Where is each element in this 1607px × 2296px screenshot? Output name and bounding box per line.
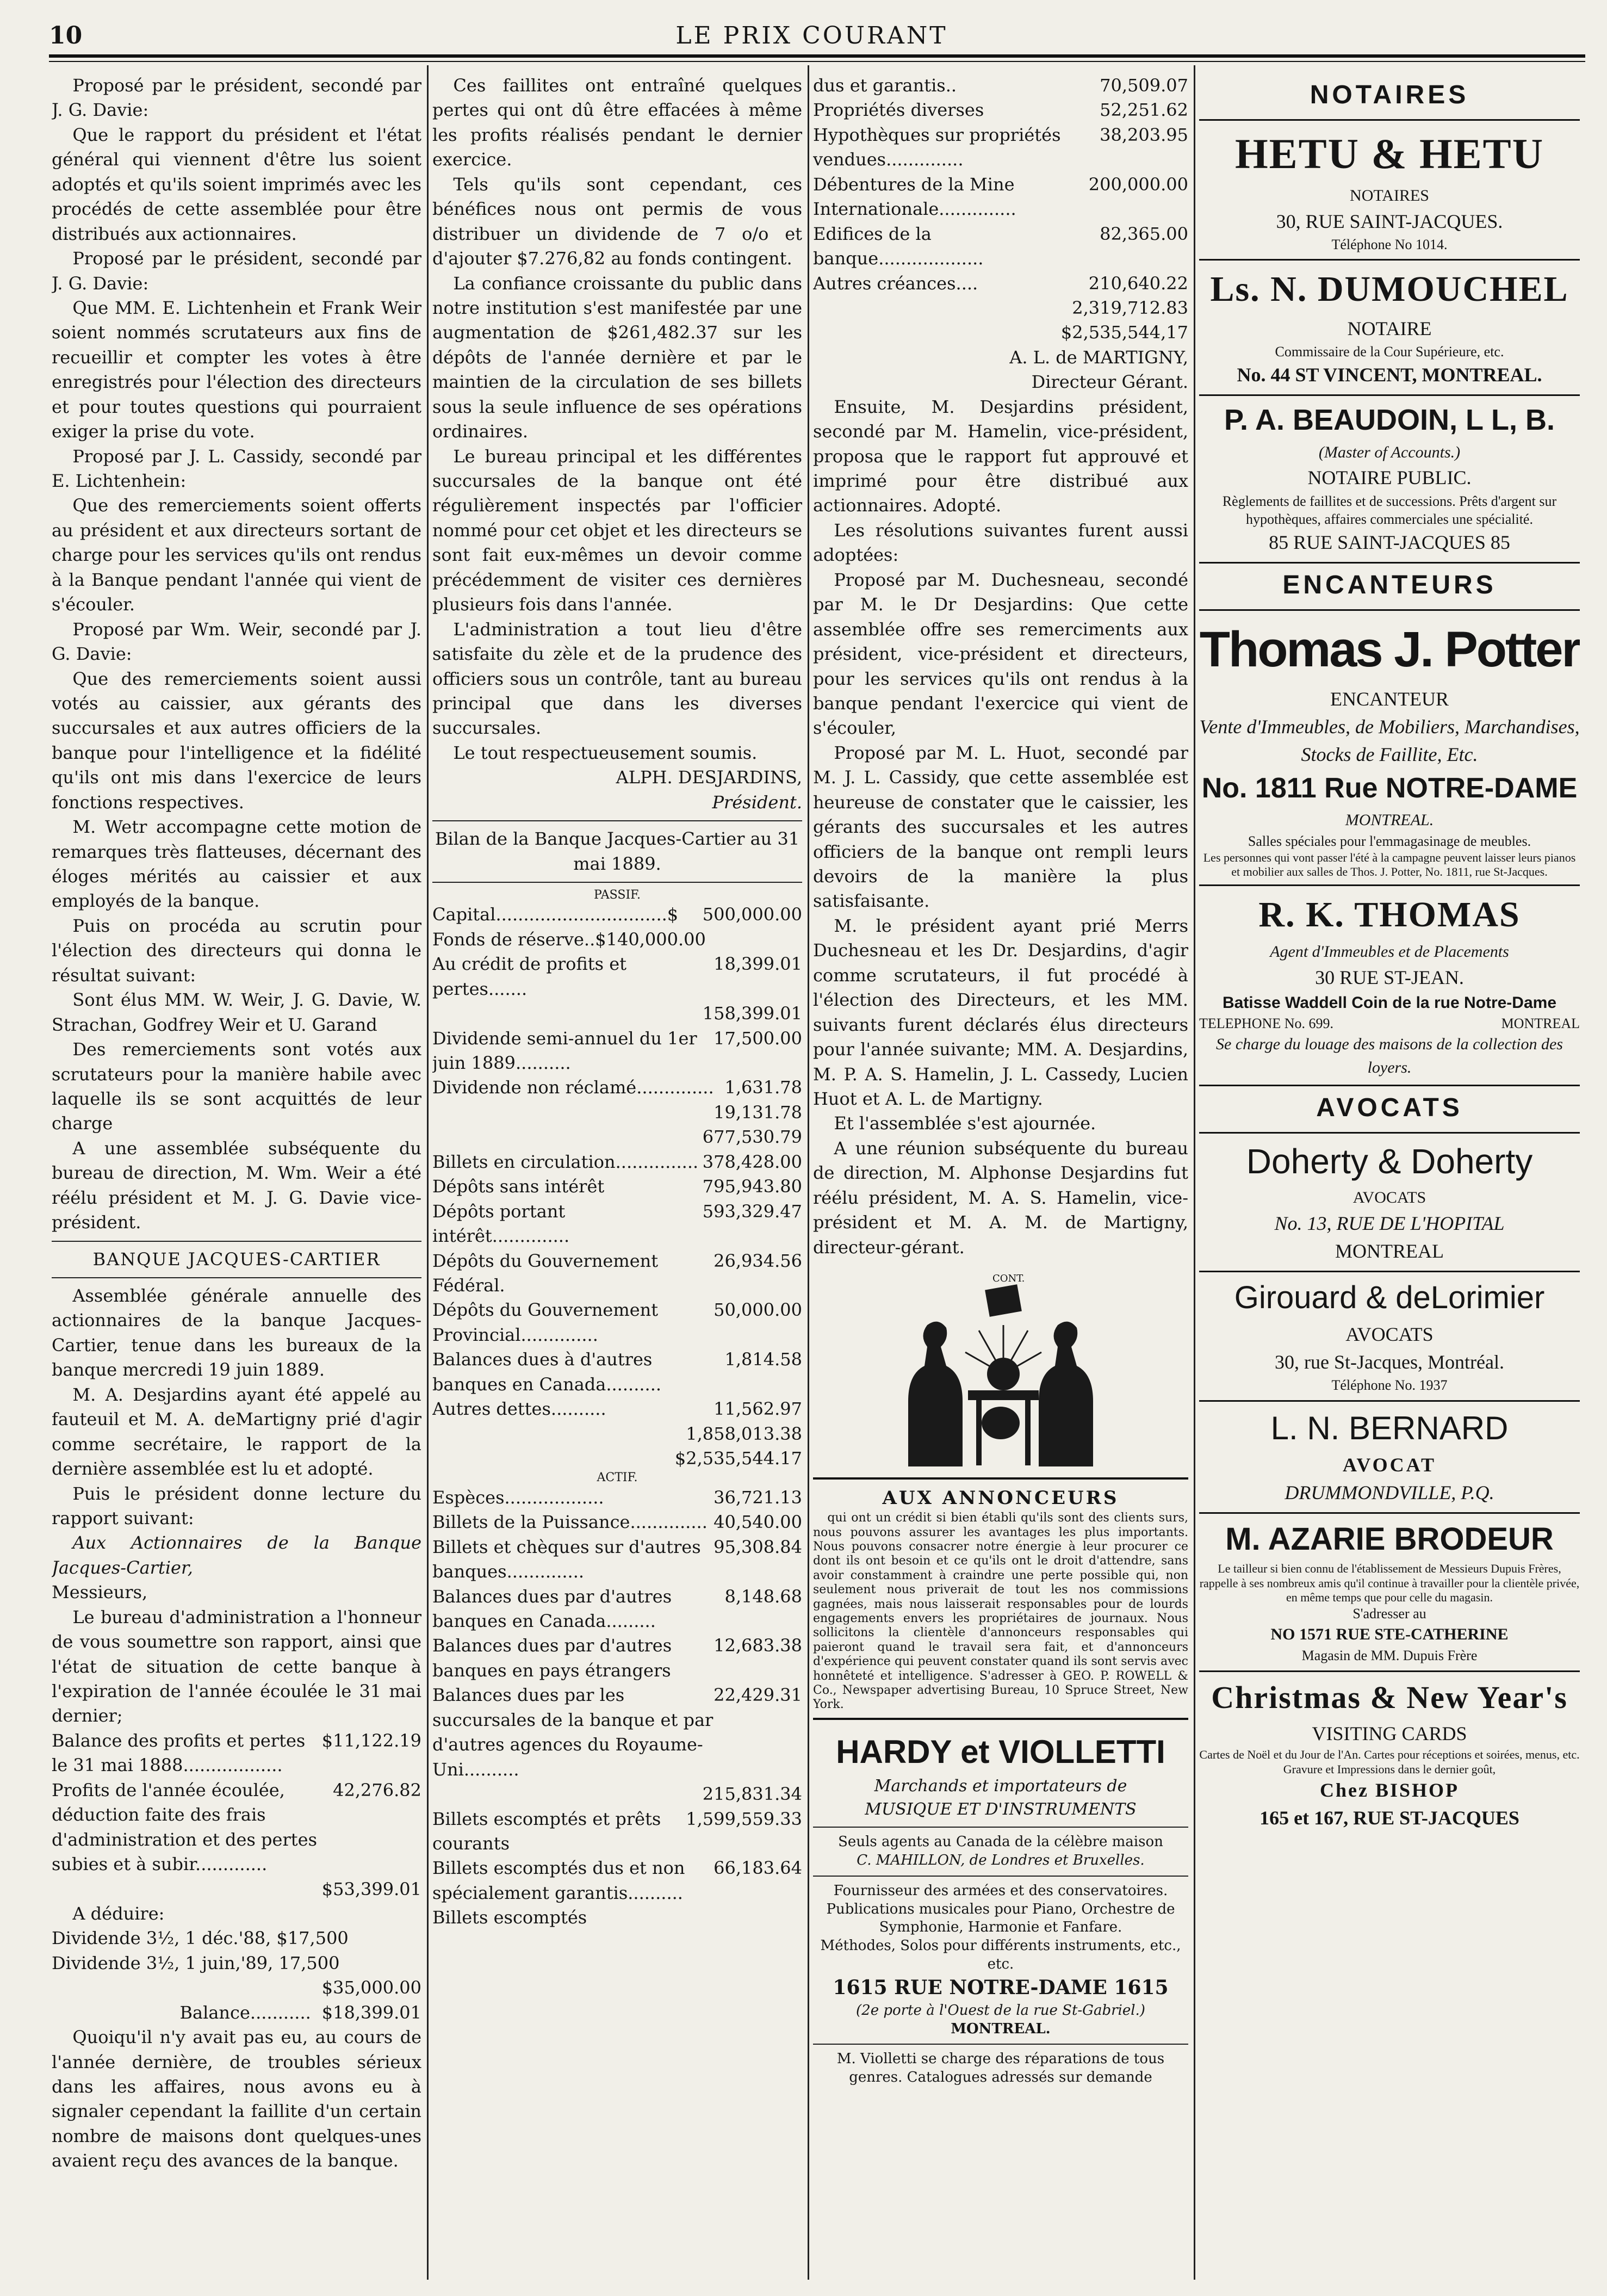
financial-row: dus et garantis.. 70,509.07 bbox=[813, 75, 1188, 96]
ad-subtitle: NOTAIRE bbox=[1347, 318, 1432, 340]
ad-address: No. 44 ST VINCENT, MONTREAL. bbox=[1237, 364, 1542, 386]
financial-row: Balances dues à d'autres banques en Canada.......... 1,814.58 bbox=[432, 1349, 802, 1395]
paragraph: Le tout respectueusement soumis. bbox=[453, 742, 758, 763]
page-header bbox=[49, 22, 1574, 53]
financial-subtotal: 2,319,712.83 bbox=[1072, 297, 1188, 318]
paragraph: Le bureau principal et les différentes succursales de la banque ont été régulièrement inspectés par l'officier nommé pour cet objet et les directeurs se sont fait eux-mêmes un devoir comme précédemment de visiter ces dernières plusieurs fois dans l'année. bbox=[432, 445, 802, 615]
page-number: 10 bbox=[49, 22, 83, 49]
divider bbox=[813, 2044, 1188, 2045]
ad-doherty bbox=[1199, 1134, 1580, 1272]
paragraph: Ces faillites ont entraîné quelques pertes qui ont dû être effacées à même les profits réalisés pendant le dernier exercice. bbox=[432, 75, 802, 170]
divider bbox=[52, 1277, 421, 1278]
ad-beaudoin bbox=[1199, 396, 1580, 564]
ad-address: 30, RUE SAINT-JACQUES. bbox=[1276, 210, 1503, 232]
ad-potter bbox=[1199, 611, 1580, 886]
signature-name: ALPH. DESJARDINS, bbox=[616, 767, 802, 788]
financial-row: Fonds de réserve..$140,000.00 bbox=[432, 929, 706, 950]
ad-subtitle: NOTAIRES bbox=[1350, 186, 1429, 205]
financial-row: Balances dues par les succursales de la banque et par d'autres agences du Royaume-Uni.......... 22,429.31 bbox=[432, 1685, 802, 1780]
paragraph: Assemblée générale annuelle des actionnaires de la banque Jacques-Cartier, tenue dans les bureaux de la banque mercredi 19 juin 1889. bbox=[52, 1285, 421, 1381]
section-heading: ENCANTEURS bbox=[1282, 571, 1497, 600]
salutation: Aux Actionnaires de la Banque Jacques-Cartier, bbox=[52, 1532, 421, 1578]
paragraph: Puis le président donne lecture du rapport suivant: bbox=[52, 1483, 421, 1528]
ad-subtitle: AVOCATS bbox=[1345, 1323, 1434, 1345]
newspaper-title: LE PRIX COURANT bbox=[675, 22, 948, 49]
ad-line: S'adresser au bbox=[1352, 1606, 1426, 1622]
ad-body: qui ont un crédit si bien établi qu'ils sont des clients surs, nous pouvons assurer les avantages les plus importants. Nous pouvons consacrer notre énergie à leur procurer ce dont ils ont besoin et ce qu'ils ont le droit d'attendre, sans avoir constamment à craindre une perte possible qui, non seulement nous priverait de tout les nos commissions gagnées, mais nous laisserait responsables pour de lourds engagements envers les propriétaires de journaux. Nous sollicitons la clientèle d'annonceurs responsables qui paieront quand le travail sera fait, et d'annonceurs d'expérience qui peuvent constater quand ils sont servis avec honnêteté et intelligence. S'adresser à GEO. P. ROWELL & Co., Newspaper advertising Bureau, 10 Spruce Street, New York. bbox=[813, 1511, 1188, 1712]
ad-title: Thomas J. Potter bbox=[1199, 622, 1580, 678]
ad-city: MONTREAL. bbox=[951, 2020, 1051, 2037]
financial-row: Dépôts du Gouvernement Fédéral. 26,934.56 bbox=[432, 1250, 802, 1296]
ad-girouard bbox=[1199, 1272, 1580, 1401]
ad-title: Ls. N. DUMOUCHEL bbox=[1210, 269, 1569, 310]
ad-dumouchel bbox=[1199, 261, 1580, 396]
financial-row: Balances dues par d'autres banques en pays étrangers 12,683.38 bbox=[432, 1635, 802, 1681]
financial-row: Balances dues par d'autres banques en Canada......... 8,148.68 bbox=[432, 1586, 802, 1632]
financial-row: Dépôts portant intérêt.............. 593,329.47 bbox=[432, 1200, 802, 1247]
signature-title: Directeur Gérant. bbox=[1031, 372, 1188, 393]
financial-total: $2,535,544,17 bbox=[1060, 322, 1188, 343]
financial-row: Capital...............................$ 500,000.00 bbox=[432, 904, 802, 925]
paragraph: Sont élus MM. W. Weir, J. G. Davie, W. Strachan, Godfrey Weir et U. Garand bbox=[52, 989, 421, 1035]
ad-title: Girouard & deLorimier bbox=[1234, 1280, 1545, 1316]
divider bbox=[52, 1241, 421, 1242]
column-3 bbox=[813, 73, 1188, 2274]
financial-total: $2,535,544.17 bbox=[674, 1448, 802, 1469]
financial-row: Autres créances.... 210,640.22 bbox=[813, 273, 1188, 294]
ad-title: P. A. BEAUDOIN, L L, B. bbox=[1224, 404, 1555, 437]
ad-name: Chez BISHOP bbox=[1319, 1779, 1459, 1801]
divider bbox=[432, 882, 802, 883]
ad-subtitle: MUSIQUE ET D'INSTRUMENTS bbox=[865, 1799, 1137, 1819]
ad-line: Règlements de faillites et de successions. Prêts d'argent sur hypothèques, affaires commerciales une spécialité. bbox=[1222, 493, 1557, 528]
divider bbox=[813, 1477, 1188, 1480]
ad-line: Vente d'Immeubles, de Mobiliers, Marchandises, Stocks de Faillite, Etc. bbox=[1199, 716, 1580, 766]
ad-title: HARDY et VIOLLETTI bbox=[836, 1733, 1165, 1770]
paragraph: Proposé par M. Duchesneau, secondé par M. le Dr Desjardins: Que cette assemblée offre ses remerciments aux président, vice-président et directeurs, pour les services qu'ils ont rendus à la banque pendant l'exercice qui vient de s'écouler, bbox=[813, 569, 1188, 739]
ad-subtitle: AVOCATS bbox=[1352, 1189, 1426, 1207]
ad-address: NO 1571 RUE STE-CATHERINE bbox=[1270, 1625, 1509, 1644]
paragraph: A une réunion subséquente du bureau de direction, M. Alphonse Desjardins fut réélu président, M. A. S. Hamelin, vice-président et M. A. M. de Martigny, directeur-gérant. bbox=[813, 1137, 1188, 1258]
paragraph: Des remerciements sont votés aux scrutateurs pour la manière habile avec laquelle ils se sont acquittés de leur charge bbox=[52, 1039, 421, 1134]
ad-line: C. MAHILLON, de Londres et Bruxelles. bbox=[857, 1852, 1145, 1868]
paragraph: Proposé par Wm. Weir, secondé par J. G. Davie: bbox=[52, 618, 421, 665]
paragraph: Ensuite, M. Desjardins président, secondé par M. Hamelin, vice-président, proposa que le rapport fut approuvé et imprimé pour être distribué aux actionnaires. Adopté. bbox=[813, 396, 1188, 516]
paragraph: Proposé par le président, secondé par J. G. Davie: bbox=[52, 248, 421, 294]
salutation: Messieurs, bbox=[52, 1582, 148, 1603]
financial-row: Billets escomptés dus et non spécialement garantis.......... 66,183.64 bbox=[432, 1858, 802, 1903]
ad-city: DRUMMONDVILLE, P.Q. bbox=[1285, 1481, 1494, 1503]
header-rule bbox=[49, 54, 1585, 58]
paragraph: M. Wetr accompagne cette motion de remarques très flatteuses, décernant des éloges mérités au caissier et aux employés de la banque. bbox=[52, 816, 421, 912]
paragraph: Proposé par J. L. Cassidy, secondé par E. Lichtenhein: bbox=[52, 445, 421, 491]
section-heading: AVOCATS bbox=[1316, 1093, 1463, 1123]
column-1 bbox=[52, 73, 421, 2274]
ad-title: M. AZARIE BRODEUR bbox=[1225, 1521, 1554, 1557]
ad-address: 1615 RUE NOTRE-DAME 1615 bbox=[833, 1976, 1169, 1999]
paragraph: Les résolutions suivantes furent aussi adoptées: bbox=[813, 519, 1188, 566]
financial-total: $35,000.00 bbox=[321, 1977, 421, 1998]
ad-title: R. K. THOMAS bbox=[1258, 895, 1521, 935]
financial-row: Dividende non réclamé.............. 1,631.78 bbox=[432, 1077, 802, 1098]
ad-subtitle: VISITING CARDS bbox=[1312, 1723, 1467, 1745]
section-label: ACTIF. bbox=[597, 1471, 638, 1485]
financial-row: Billets et chèques sur d'autres banques.............. 95,308.84 bbox=[432, 1536, 802, 1582]
section-label: PASSIF. bbox=[594, 888, 641, 902]
financial-total: $53,399.01 bbox=[321, 1878, 421, 1899]
divider bbox=[813, 1827, 1188, 1828]
column-divider bbox=[427, 65, 429, 2280]
ad-line: Méthodes, Solos pour différents instruments, etc., etc. bbox=[820, 1938, 1181, 1972]
ad-subtitle: Marchands et importateurs de bbox=[874, 1776, 1127, 1796]
paragraph: M. le président ayant prié Merrs Duchesneau et les Dr. Desjardins, d'agir comme scrutateurs, il fut procédé à l'élection des Directeurs, et les MM. suivants furent déclarés élus directeurs pour l'année suivante; MM. A. Desjardins, M. P. A. S. Hamelin, J. L. Cassedy, Lucien Huot et A. L. de Martigny. bbox=[813, 915, 1188, 1109]
financial-row: Débentures de la Mine Internationale.............. 200,000.00 bbox=[813, 174, 1188, 220]
ad-phone: Téléphone No 1014. bbox=[1331, 236, 1448, 252]
paragraph: Le bureau d'administration a l'honneur de vous soumettre son rapport, ainsi que l'état de situation de cette banque à l'expiration de l'année écoulée le 31 mai dernier; bbox=[52, 1606, 421, 1726]
ad-city: MONTREAL. bbox=[1345, 811, 1434, 830]
paragraph: Et l'assemblée s'est ajournée. bbox=[834, 1113, 1096, 1134]
financial-row: Billets escomptés bbox=[432, 1907, 587, 1928]
ad-title: L. N. BERNARD bbox=[1270, 1409, 1509, 1446]
ad-bishop bbox=[1199, 1672, 1580, 1837]
ad-line: Commissaire de la Cour Supérieure, etc. bbox=[1275, 344, 1504, 360]
section-heading: NOTAIRES bbox=[1310, 81, 1469, 109]
financial-subtotal: 19,131.78 bbox=[713, 1101, 802, 1123]
financial-row: Balance........... $18,399.01 bbox=[179, 2002, 421, 2023]
financial-row: Billets en circulation............... 378,428.00 bbox=[432, 1151, 802, 1172]
financial-row: Dividende 3½, 1 juin,'89, 17,500 bbox=[52, 1952, 340, 1973]
ad-title: Christmas & New Year's bbox=[1211, 1679, 1568, 1715]
paragraph: La confiance croissante du public dans notre institution s'est manifestée par une augmentation de $261,482.37 sur les dépôts de l'année dernière et par le maintien de la circulation de ses billets sous la seule influence de ses opérations ordinaires. bbox=[432, 273, 802, 442]
signature-name: A. L. de MARTIGNY, bbox=[1009, 346, 1188, 368]
ad-title: Doherty & Doherty bbox=[1246, 1142, 1533, 1181]
ad-bernard bbox=[1199, 1402, 1580, 1514]
paragraph: Que MM. E. Lichtenhein et Frank Weir soient nommés scrutateurs aux fins de recueillir et compter les votes à être enregistrés pour l'élection des directeurs et pour toutes questions qui pourraient exiger la prise du vote. bbox=[52, 297, 421, 442]
ad-line: Se charge du louage des maisons de la collection des loyers. bbox=[1216, 1035, 1563, 1076]
financial-row: Autres dettes.......... 11,562.97 bbox=[432, 1398, 802, 1420]
ad-address: No. 1811 Rue NOTRE-DAME bbox=[1201, 772, 1578, 804]
column-4-ads bbox=[1199, 73, 1580, 2274]
ad-brodeur bbox=[1199, 1514, 1580, 1672]
ad-hardy-violletti bbox=[813, 1725, 1188, 2093]
ad-subtitle: NOTAIRE PUBLIC. bbox=[1307, 467, 1472, 489]
paragraph: A une assemblée subséquente du bureau de direction, M. Wm. Weir a été réélu président et M. J. G. Davie vice-président. bbox=[52, 1137, 421, 1233]
ad-subtitle: ENCANTEUR bbox=[1330, 688, 1449, 710]
ad-title: HETU & HETU bbox=[1234, 130, 1544, 178]
ad-line: (2e porte à l'Ouest de la rue St-Gabriel.) bbox=[856, 2002, 1145, 2019]
ad-encanteurs-section bbox=[1199, 564, 1580, 611]
financial-subtotal: 158,399.01 bbox=[702, 1003, 802, 1024]
financial-row: Dépôts sans intérêt 795,943.80 bbox=[432, 1176, 802, 1197]
ad-avocats-section bbox=[1199, 1086, 1580, 1134]
ad-address: 165 et 167, RUE ST-JACQUES bbox=[1259, 1807, 1519, 1829]
ad-line: M. Violletti se charge des réparations de tous genres. Catalogues adressés sur demande bbox=[836, 2051, 1165, 2086]
ad-hetu bbox=[1199, 121, 1580, 261]
divider bbox=[813, 1718, 1188, 1720]
ad-line: Agent d'Immeubles et de Placements bbox=[1270, 943, 1509, 961]
ad-line: Les personnes qui vont passer l'été à la campagne peuvent laisser leurs pianos et mobilier aux salles de Thos. J. Potter, No. 1811, rue St-Jacques. bbox=[1203, 850, 1576, 878]
divider bbox=[432, 820, 802, 821]
financial-subtotal: 215,831.34 bbox=[702, 1784, 802, 1805]
financial-row: Espèces.................. 36,721.13 bbox=[432, 1487, 802, 1508]
ad-phone: Téléphone No. 1937 bbox=[1331, 1377, 1448, 1393]
divider bbox=[813, 1876, 1188, 1877]
signature-title: Président. bbox=[712, 791, 802, 813]
paragraph: Que le rapport du président et l'état général qui viennent d'être lus soient adoptés et qu'ils soient imprimés avec les procédés de cette assemblée pour être distribués aux actionnaires. bbox=[52, 124, 421, 244]
financial-subtotal: 677,530.79 bbox=[702, 1127, 802, 1148]
ad-line: Salles spéciales pour l'emmagasinage de meubles. bbox=[1248, 833, 1531, 849]
financial-row: Billets de la Puissance.............. 40,540.00 bbox=[432, 1512, 802, 1533]
ad-line: Batisse Waddell Coin de la rue Notre-Dame bbox=[1222, 993, 1557, 1012]
paragraph: L'administration a tout lieu d'être satisfaite du zèle et de la prudence des officiers sous un contrôle, tant au bureau principal que dans les diverses succursales. bbox=[432, 618, 802, 739]
financial-row: Dépôts du Gouvernement Provincial.............. 50,000.00 bbox=[432, 1299, 802, 1345]
financial-row: Propriétés diverses 52,251.62 bbox=[813, 100, 1188, 121]
financial-row: Hypothèques sur propriétés vendues.............. 38,203.95 bbox=[813, 124, 1188, 170]
paragraph: Proposé par M. L. Huot, secondé par M. J. L. Cassidy, que cette assemblée est heureuse de constater que le caissier, les gérants des succursales et les autres officiers de la banque ont rempli leurs devoirs de la manière la plus satisfaisante. bbox=[813, 742, 1188, 912]
column-divider bbox=[1194, 65, 1195, 2280]
paragraph: M. A. Desjardins ayant été appelé au fauteuil et M. A. deMartigny prié d'agir comme secrétaire, le rapport de la dernière assemblée est lu et adopté. bbox=[52, 1384, 421, 1480]
ad-title: AUX ANNONCEURS bbox=[882, 1487, 1119, 1509]
ad-line: Cartes de Noël et du Jour de l'An. Cartes pour réceptions et soirées, menus, etc. Gravure et Impressions dans le dernier goût, bbox=[1199, 1748, 1580, 1776]
section-heading: BANQUE JACQUES-CARTIER bbox=[92, 1248, 381, 1270]
bilan-title: Bilan de la Banque Jacques-Cartier au 31 mai 1889. bbox=[435, 828, 800, 874]
financial-row: Edifices de la banque................... 82,365.00 bbox=[813, 223, 1188, 269]
woodcut-label: CONT. bbox=[992, 1273, 1025, 1284]
ad-line: TELEPHONE No. 699. MONTREAL bbox=[1199, 1016, 1580, 1032]
financial-row: Dividende 3½, 1 déc.'88, $17,500 bbox=[52, 1928, 349, 1949]
paragraph: Que des remerciements soient aussi votés au caissier, aux gérants des succursales et aux autres officiers de la banque pour l'intelligence et la fidélité qu'ils ont mis dans l'exercice de leurs fonctions respectives. bbox=[52, 668, 421, 813]
ad-address: 85 RUE SAINT-JACQUES 85 bbox=[1269, 531, 1510, 554]
paragraph: Que des remerciements soient offerts au président et aux directeurs sortant de charge pour les services qu'ils ont rendus à la Banque pendant l'année qui vient de s'écouler. bbox=[52, 495, 421, 615]
financial-label: A déduire: bbox=[72, 1903, 165, 1924]
ad-address: 30, rue St-Jacques, Montréal. bbox=[1275, 1351, 1504, 1373]
advertising-woodcut-illustration bbox=[876, 1265, 1126, 1472]
paragraph: Quoiqu'il n'y avait pas eu, au cours de l'année dernière, de troubles sérieux dans les affaires, nous avons eu à signaler cependant la faillite d'un certain nombre de maisons dont quelques-unes avaient reçu des avances de la banque. bbox=[52, 2027, 421, 2171]
paragraph: Proposé par le président, secondé par J. G. Davie: bbox=[52, 75, 421, 121]
ad-line: Le tailleur si bien connu de l'établissement de Messieurs Dupuis Frères, rappelle à ses nombreux amis qu'il continue à travailler pour la clientèle privée, en même temps que pour celle du magasin. bbox=[1199, 1562, 1580, 1605]
financial-row: Au crédit de profits et pertes....... 18,399.01 bbox=[432, 954, 802, 999]
ad-line: Seuls agents au Canada de la célèbre maison bbox=[838, 1834, 1163, 1851]
financial-row: Dividende semi-annuel du 1er juin 1889.......... 17,500.00 bbox=[432, 1028, 802, 1074]
ad-line: Publications musicales pour Piano, Orchestre de Symphonie, Harmonie et Fanfare. bbox=[826, 1901, 1175, 1936]
financial-row: Balance des profits et pertes le 31 mai 1888.................. $11,122.19 bbox=[52, 1730, 421, 1776]
ad-address: 30 RUE ST-JEAN. bbox=[1315, 966, 1464, 988]
header-rule-thin bbox=[49, 61, 1585, 62]
ad-line: (Master of Accounts.) bbox=[1318, 443, 1461, 461]
financial-row: Billets escomptés et prêts courants 1,599,559.33 bbox=[432, 1808, 802, 1854]
ad-address: No. 13, RUE DE L'HOPITAL bbox=[1274, 1212, 1505, 1234]
ad-thomas bbox=[1199, 886, 1580, 1086]
ad-notaires-section bbox=[1199, 73, 1580, 121]
ad-subtitle: AVOCAT bbox=[1343, 1453, 1436, 1476]
financial-row: Profits de l'année écoulée, déduction faite des frais d'administration et des pertes subies et à subir............. 42,276.82 bbox=[52, 1779, 421, 1875]
ad-line: Magasin de MM. Dupuis Frère bbox=[1301, 1647, 1478, 1663]
column-2 bbox=[432, 73, 802, 2274]
ad-city: MONTREAL bbox=[1335, 1240, 1444, 1263]
column-divider bbox=[808, 65, 809, 2280]
ad-line: Fournisseur des armées et des conservatoires. bbox=[833, 1882, 1168, 1899]
financial-subtotal: 1,858,013.38 bbox=[686, 1423, 802, 1444]
paragraph: Puis on procéda au scrutin pour l'élection des directeurs qui donna le résultat suivant: bbox=[52, 915, 421, 986]
paragraph: Tels qu'ils sont cependant, ces bénéfices nous ont permis de vous distribuer un dividende de 7 o/o et d'ajouter $7.276,82 au fonds contingent. bbox=[432, 174, 802, 269]
